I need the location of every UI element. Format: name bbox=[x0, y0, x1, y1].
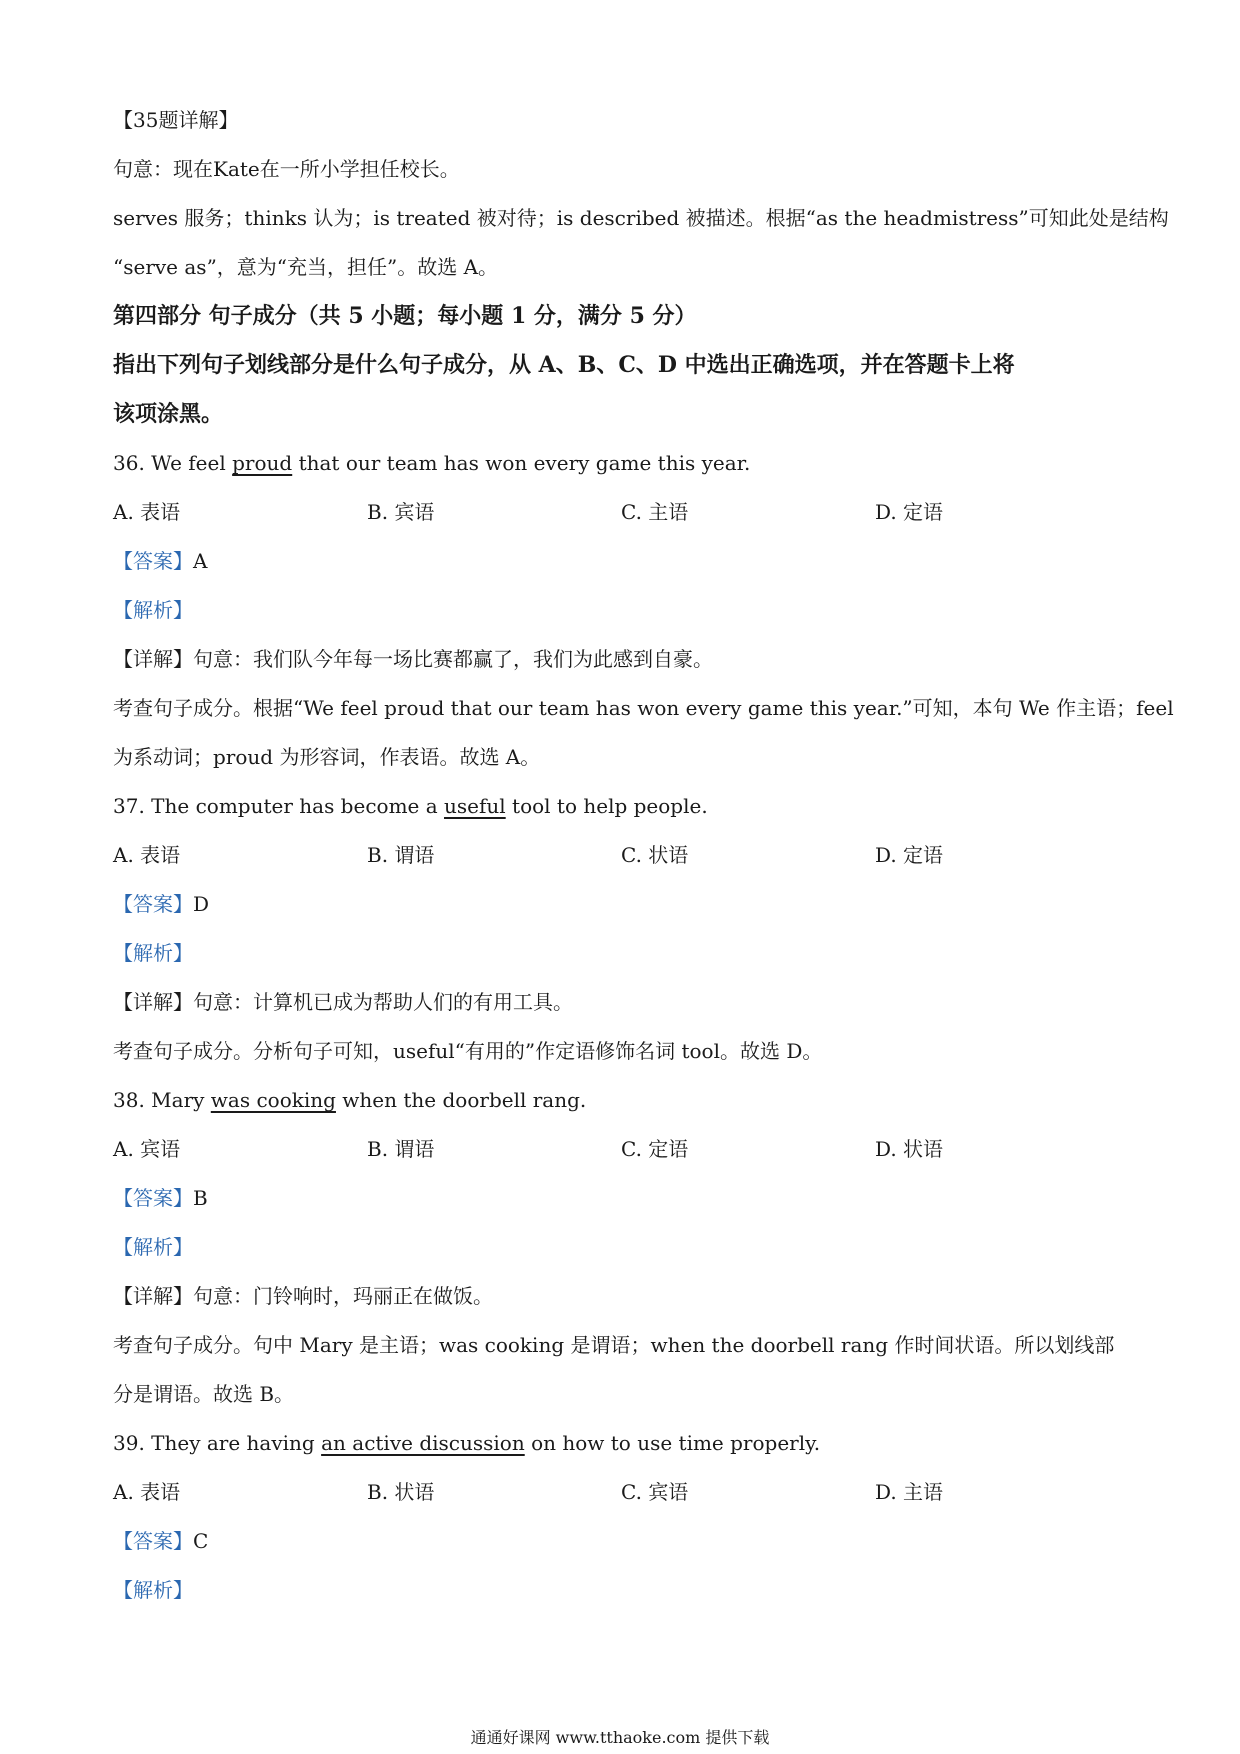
q36-analysis-label: 【解析】 bbox=[113, 598, 193, 622]
q36-explanation-line1: 考查句子成分。根据“We feel proud that our team has won every game this year.”可知，本句 We 作主语；feel bbox=[113, 696, 1174, 720]
q36-question-pre: 36. We feel bbox=[113, 451, 233, 475]
q39-option-b: B. 状语 bbox=[367, 1480, 435, 1504]
q39-option-d: D. 主语 bbox=[875, 1480, 944, 1504]
section-instruction-line1: 指出下列句子划线部分是什么句子成分，从 A、B、C、D 中选出正确选项，并在答题卡上将 bbox=[113, 352, 1015, 378]
q36-options bbox=[113, 488, 1133, 537]
q35-meaning: 句意：现在Kate在一所小学担任校长。 bbox=[113, 157, 460, 181]
q39-underlined-part: an active discussion bbox=[321, 1431, 525, 1455]
q37-option-d: D. 定语 bbox=[875, 843, 944, 867]
q36-detail bbox=[113, 635, 1133, 684]
q39-question bbox=[113, 1419, 1133, 1468]
q37-detail-label: 【详解】 bbox=[113, 990, 193, 1014]
q38-question bbox=[113, 1076, 1133, 1125]
q36-option-d: D. 定语 bbox=[875, 500, 944, 524]
q39-answer-value: C bbox=[193, 1529, 209, 1553]
q38-underlined-part: was cooking bbox=[210, 1088, 336, 1112]
q39-answer-label: 【答案】 bbox=[113, 1529, 193, 1553]
q37-answer bbox=[113, 880, 1133, 929]
q38-question-pre: 38. Mary bbox=[113, 1088, 211, 1112]
q38-option-a: A. 宾语 bbox=[113, 1137, 181, 1161]
q36-detail-text: 句意：我们队今年每一场比赛都赢了，我们为此感到自豪。 bbox=[193, 647, 713, 671]
q36-option-c: C. 主语 bbox=[621, 500, 689, 524]
q37-detail bbox=[113, 978, 1133, 1027]
q38-options bbox=[113, 1125, 1133, 1174]
q38-explanation-line2: 分是谓语。故选 B。 bbox=[113, 1382, 295, 1406]
q37-option-c: C. 状语 bbox=[621, 843, 689, 867]
q37-question-post: tool to help people. bbox=[505, 794, 708, 818]
q36-option-a: A. 表语 bbox=[113, 500, 181, 524]
q37-answer-label: 【答案】 bbox=[113, 892, 193, 916]
q37-underlined-part: useful bbox=[444, 794, 506, 818]
q38-explanation-line1: 考查句子成分。句中 Mary 是主语；was cooking 是谓语；when the doorbell rang 作时间状语。所以划线部 bbox=[113, 1333, 1115, 1357]
q36-question-post: that our team has won every game this year. bbox=[292, 451, 751, 475]
q38-detail-label: 【详解】 bbox=[113, 1284, 193, 1308]
q37-option-a: A. 表语 bbox=[113, 843, 181, 867]
page-footer: 通通好课网 www.tthaoke.com 提供下载 bbox=[470, 1728, 770, 1747]
q38-detail bbox=[113, 1272, 1133, 1321]
section-title: 第四部分 句子成分（共 5 小题；每小题 1 分，满分 5 分） bbox=[113, 303, 697, 329]
q39-option-c: C. 宾语 bbox=[621, 1480, 689, 1504]
section-instruction-line2: 该项涂黑。 bbox=[113, 401, 224, 427]
q35-header: 【35题详解】 bbox=[113, 108, 239, 132]
q36-option-b: B. 宾语 bbox=[367, 500, 435, 524]
q36-explanation-line2: 为系动词；proud 为形容词，作表语。故选 A。 bbox=[113, 745, 541, 769]
q39-options bbox=[113, 1468, 1133, 1517]
q38-answer-value: B bbox=[193, 1186, 208, 1210]
document-page bbox=[113, 96, 1174, 1615]
q35-explanation-line2: “serve as”，意为“充当，担任”。故选 A。 bbox=[113, 255, 499, 279]
q36-detail-label: 【详解】 bbox=[113, 647, 193, 671]
q38-question-post: when the doorbell rang. bbox=[335, 1088, 587, 1112]
q39-analysis-label: 【解析】 bbox=[113, 1578, 193, 1602]
q38-answer bbox=[113, 1174, 1133, 1223]
q38-option-c: C. 定语 bbox=[621, 1137, 689, 1161]
q37-answer-value: D bbox=[193, 892, 210, 916]
q37-question-pre: 37. The computer has become a bbox=[113, 794, 445, 818]
q38-option-b: B. 谓语 bbox=[367, 1137, 435, 1161]
q37-analysis-label: 【解析】 bbox=[113, 941, 193, 965]
q38-option-d: D. 状语 bbox=[875, 1137, 944, 1161]
q35-explanation-line1: serves 服务；thinks 认为；is treated 被对待；is described 被描述。根据“as the headmistress”可知此处是结构 bbox=[113, 206, 1169, 230]
q38-answer-label: 【答案】 bbox=[113, 1186, 193, 1210]
q36-answer bbox=[113, 537, 1133, 586]
q38-analysis-label: 【解析】 bbox=[113, 1235, 193, 1259]
q39-question-pre: 39. They are having bbox=[113, 1431, 322, 1455]
q37-explanation-line1: 考查句子成分。分析句子可知，useful“有用的”作定语修饰名词 tool。故选 D。 bbox=[113, 1039, 823, 1063]
q36-answer-label: 【答案】 bbox=[113, 549, 193, 573]
q36-question bbox=[113, 439, 1133, 488]
q37-detail-text: 句意：计算机已成为帮助人们的有用工具。 bbox=[193, 990, 573, 1014]
q38-detail-text: 句意：门铃响时，玛丽正在做饭。 bbox=[193, 1284, 493, 1308]
q36-answer-value: A bbox=[193, 549, 208, 573]
q37-options bbox=[113, 831, 1133, 880]
q37-question bbox=[113, 782, 1133, 831]
q39-question-post: on how to use time properly. bbox=[524, 1431, 821, 1455]
q39-answer bbox=[113, 1517, 1133, 1566]
q37-option-b: B. 谓语 bbox=[367, 843, 435, 867]
q36-underlined-part: proud bbox=[232, 451, 293, 475]
q39-option-a: A. 表语 bbox=[113, 1480, 181, 1504]
